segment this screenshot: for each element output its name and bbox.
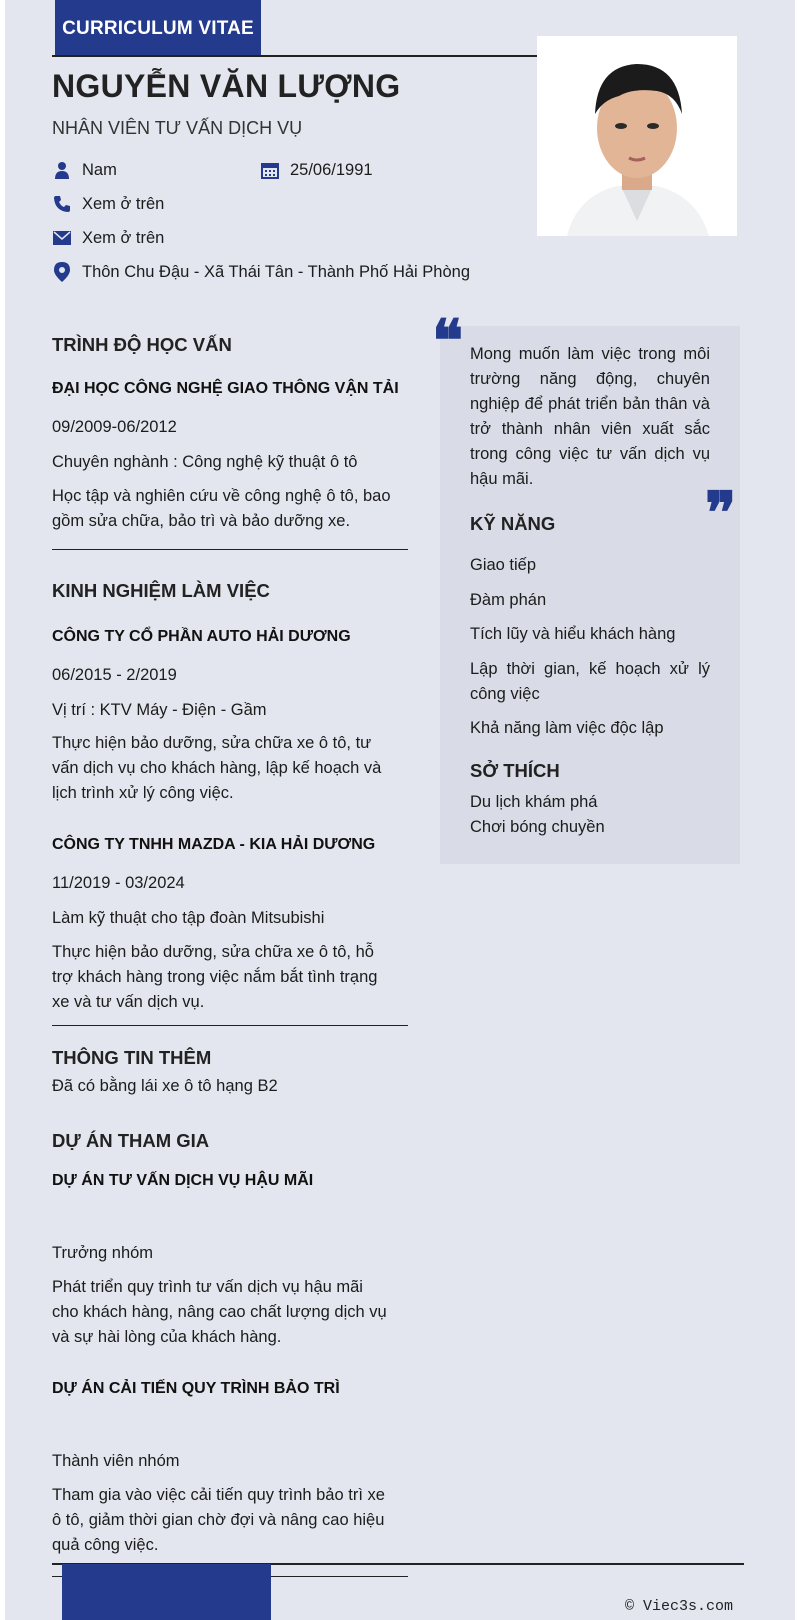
project-name: DỰ ÁN TƯ VẤN DỊCH VỤ HẬU MÃI: [52, 1172, 314, 1189]
candidate-name: NGUYỄN VĂN LƯỢNG: [52, 68, 401, 104]
hobby-item: Chơi bóng chuyền: [470, 818, 605, 836]
cv-label: CURRICULUM VITAE: [55, 0, 261, 57]
email-value: Xem ở trên: [82, 228, 165, 247]
profile-photo: [537, 36, 737, 236]
job-description: Thực hiện bảo dưỡng, sửa chữa xe ô tô, hỗ trợ khách hàng trong việc nắm bắt tình trạng xe và tư vấn dịch vụ.: [52, 943, 378, 1011]
skill-item: Giao tiếp: [470, 556, 537, 574]
job-period: 11/2019 - 03/2024: [52, 874, 185, 892]
experience-title: KINH NGHIỆM LÀM VIỆC: [52, 580, 270, 601]
candidate-position: NHÂN VIÊN TƯ VẤN DỊCH VỤ: [52, 118, 303, 138]
gender-value: Nam: [82, 160, 117, 179]
project-description: Phát triển quy trình tư vấn dịch vụ hậu mãi cho khách hàng, nâng cao chất lượng dịch vụ và sự hài lòng của khách hàng.: [52, 1278, 387, 1346]
project-role: Thành viên nhóm: [52, 1452, 180, 1470]
section-divider: [52, 1025, 408, 1026]
education-period: 09/2009-06/2012: [52, 418, 177, 436]
envelope-icon: [52, 228, 72, 248]
header-divider: [52, 55, 538, 57]
close-quote-icon: ❞: [705, 479, 737, 547]
project-name: DỰ ÁN CẢI TIẾN QUY TRÌNH BẢO TRÌ: [52, 1380, 340, 1397]
education-school: ĐẠI HỌC CÔNG NGHỆ GIAO THÔNG VẬN TẢI: [52, 380, 399, 397]
phone-value: Xem ở trên: [82, 194, 165, 213]
skill-item: Lập thời gian, kế hoạch xử lý công việc: [470, 660, 710, 703]
hobbies-title: SỞ THÍCH: [470, 760, 560, 781]
skill-item: Tích lũy và hiểu khách hàng: [470, 625, 676, 643]
skills-title: KỸ NĂNG: [470, 513, 556, 534]
birthdate-value: 25/06/1991: [290, 160, 373, 179]
footer-accent-block: [62, 1564, 271, 1620]
job-company: CÔNG TY CỔ PHẦN AUTO HẢI DƯƠNG: [52, 628, 351, 645]
objective-text: Mong muốn làm việc trong môi trường năng động, chuyên nghiệp để phát triển bản thân và trở thành nhân viên xuất sắc trong công việc tư vấn dịch vụ hậu mãi.: [470, 345, 710, 488]
person-icon: [52, 160, 72, 180]
education-description: Học tập và nghiên cứu về công nghệ ô tô, bao gồm sửa chữa, bảo trì và bảo dưỡng xe.: [52, 487, 391, 530]
education-major: Chuyên nghành : Công nghệ kỹ thuật ô tô: [52, 453, 358, 471]
gender-row: [52, 160, 117, 180]
education-title: TRÌNH ĐỘ HỌC VẤN: [52, 334, 232, 355]
calendar-icon: [260, 160, 280, 180]
portrait-image: [537, 36, 737, 236]
skill-item: Đàm phán: [470, 591, 547, 609]
address-row: [52, 262, 470, 282]
email-row: [52, 228, 164, 248]
job-period: 06/2015 - 2/2019: [52, 666, 177, 684]
map-pin-icon: [52, 262, 72, 282]
phone-icon: [52, 194, 72, 214]
address-value: Thôn Chu Đậu - Xã Thái Tân - Thành Phố Hải Phòng: [82, 262, 470, 281]
job-company: CÔNG TY TNHH MAZDA - KIA HẢI DƯƠNG: [52, 836, 376, 853]
cv-page: [5, 0, 795, 1620]
project-description: Tham gia vào việc cải tiến quy trình bảo trì xe ô tô, giảm thời gian chờ đợi và nâng cao hiệu quả công việc.: [52, 1486, 385, 1554]
additional-title: THÔNG TIN THÊM: [52, 1047, 212, 1068]
hobby-item: Du lịch khám phá: [470, 793, 598, 811]
job-role: Vị trí : KTV Máy - Điện - Gầm: [52, 701, 267, 719]
job-role: Làm kỹ thuật cho tập đoàn Mitsubishi: [52, 909, 325, 927]
footer-credit: © Viec3s.com: [624, 1598, 733, 1615]
open-quote-icon: ❝: [432, 307, 464, 375]
projects-title: DỰ ÁN THAM GIA: [52, 1130, 210, 1151]
birthdate-row: [260, 160, 373, 180]
project-role: Trưởng nhóm: [52, 1244, 154, 1262]
additional-text: Đã có bằng lái xe ô tô hạng B2: [52, 1077, 278, 1095]
job-description: Thực hiện bảo dưỡng, sửa chữa xe ô tô, tư vấn dịch vụ cho khách hàng, lập kế hoạch và lịch trình xử lý công việc.: [52, 734, 382, 802]
skill-item: Khả năng làm việc độc lập: [470, 719, 664, 737]
phone-row: [52, 194, 164, 214]
section-divider: [52, 549, 408, 550]
